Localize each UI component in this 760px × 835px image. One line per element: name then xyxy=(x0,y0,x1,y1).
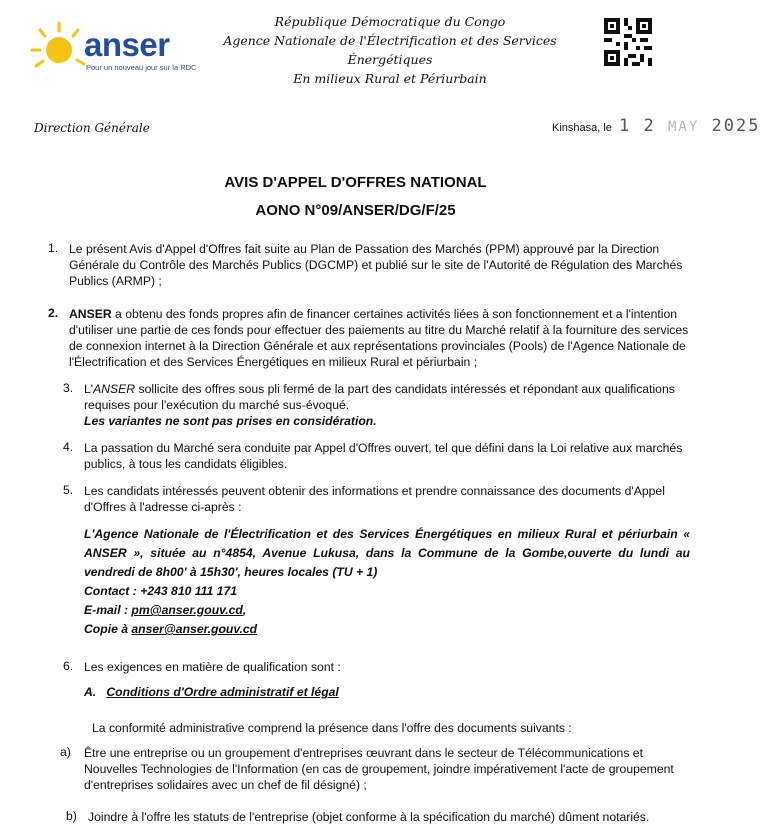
item-6-number: 6. xyxy=(63,659,74,673)
item-6-text: Les exigences en matière de qualification sont : xyxy=(84,660,341,674)
item-5-number: 5. xyxy=(63,483,74,497)
address-block: L'Agence Nationale de l'Électrification et des Services Énergétiques en milieux Rural et périurbain « ANSER », située au n°4854, Avenue Lukusa, dans la Commune de la Gombe,ouverte du lundi au vendredi de 8h00' à 15h30', heures locales (TU + 1) xyxy=(84,527,690,579)
item-2-lead: ANSER xyxy=(69,307,112,321)
item-2-number: 2. xyxy=(48,306,59,320)
copy-line xyxy=(84,620,257,639)
item-3-paragraph xyxy=(84,381,684,429)
item-4-number: 4. xyxy=(63,440,74,454)
sun-icon xyxy=(28,20,90,76)
date-stamp-day: 1 2 xyxy=(619,116,656,136)
item-1-number: 1. xyxy=(48,241,59,255)
item-2-text: a obtenu des fonds propres afin de financer certaines activités liées à son fonctionnement et a l'intention d'utiliser une partie de ces fonds pour effectuer des paiements au titre du Marché relatif à la fourniture des services de connexion internet à la Direction Générale et aux représentations provinciales (Pools) de l'Agence Nationale de l'Électrification et des Services Énergétiques en milieux Rural et périurbain ; xyxy=(69,307,689,369)
item-b-text: Joindre à l'offre les statuts de l'entreprise (objet conforme à la spécification du marché) dûment notariés. xyxy=(88,810,650,824)
anser-logo xyxy=(26,16,206,76)
item-3-number: 3. xyxy=(63,381,74,395)
email-suffix: , xyxy=(242,603,247,617)
place-date xyxy=(552,116,760,136)
contact-phone: +243 810 111 171 xyxy=(140,584,238,598)
email-label: E-mail : xyxy=(84,603,132,617)
copy-label: Copie à xyxy=(84,622,132,636)
notice-reference: AONO N°09/ANSER/DG/F/25 xyxy=(255,202,456,219)
contact-label: Contact : xyxy=(84,584,141,598)
date-stamp-month: MAY xyxy=(667,119,700,135)
logo-wordmark: anser xyxy=(84,26,170,63)
item-3-lead: ANSER xyxy=(93,382,136,396)
item-3-text: sollicite des offres sous pli fermé de la part des candidats intéressés et répondant aux qualifications requises pour l'exécution du marché sus-évoqué. xyxy=(84,382,675,412)
item-1-text: Le présent Avis d'Appel d'Offres fait suite au Plan de Passation des Marchés (PPM) approuvé par la Direction Générale du Contrôle des Marchés Publics (DGCMP) et publié sur le site de l'Autorité de Régulation des Marchés Publics (ARMP) ; xyxy=(69,242,683,288)
qr-code-icon xyxy=(604,18,652,66)
city-label: Kinshasa, le xyxy=(552,122,612,134)
department-label: Direction Générale xyxy=(34,121,150,135)
email-line xyxy=(84,601,246,620)
agency-header xyxy=(200,12,580,88)
header-line-scope: En milieux Rural et Périurbain xyxy=(293,71,487,86)
email-link[interactable]: pm@anser.gouv.cd xyxy=(131,603,243,617)
item-2-paragraph xyxy=(69,306,694,370)
header-line-country: République Démocratique du Congo xyxy=(274,14,506,29)
date-stamp-year: 2025 xyxy=(711,116,760,136)
copy-email-link[interactable]: anser@anser.gouv.cd xyxy=(131,622,258,636)
item-4-text: La passation du Marché sera conduite par Appel d'Offres ouvert, tel que défini dans la Loi relative aux marchés publics, à tous les candidats éligibles. xyxy=(84,441,683,471)
date-stamp xyxy=(619,116,760,136)
item-b-letter: b) xyxy=(66,809,77,823)
item-a-text: Être une entreprise ou un groupement d'entreprises œuvrant dans le secteur de Télécommunications et Nouvelles Technologies de l'Information (en cas de groupement, joindre impérativement l'acte de groupement d'entreprises solidaires avec un chef de fil désigné) ; xyxy=(84,746,674,792)
notice-title: AVIS D'APPEL D'OFFRES NATIONAL xyxy=(224,174,487,191)
header-line-agency: Agence Nationale de l'Électrification et des Services Énergétiques xyxy=(223,33,557,67)
section-a-title: Conditions d'Ordre administratif et légal xyxy=(106,685,339,699)
item-3-note: Les variantes ne sont pas prises en considération. xyxy=(84,414,377,428)
logo-tagline: Pour un nouveau jour sur la RDC xyxy=(86,63,197,72)
item-a-letter: a) xyxy=(60,745,71,759)
contact-line xyxy=(84,582,237,601)
compliance-intro: La conformité administrative comprend la présence dans l'offre des documents suivants : xyxy=(92,721,572,735)
item-3-prefix: L' xyxy=(84,382,94,396)
section-a-heading xyxy=(84,684,339,700)
item-5-text: Les candidats intéressés peuvent obtenir des informations et prendre connaissance des documents d'Appel d'Offres à l'adresse ci-après : xyxy=(84,484,665,514)
section-a-letter: A. xyxy=(84,685,97,699)
